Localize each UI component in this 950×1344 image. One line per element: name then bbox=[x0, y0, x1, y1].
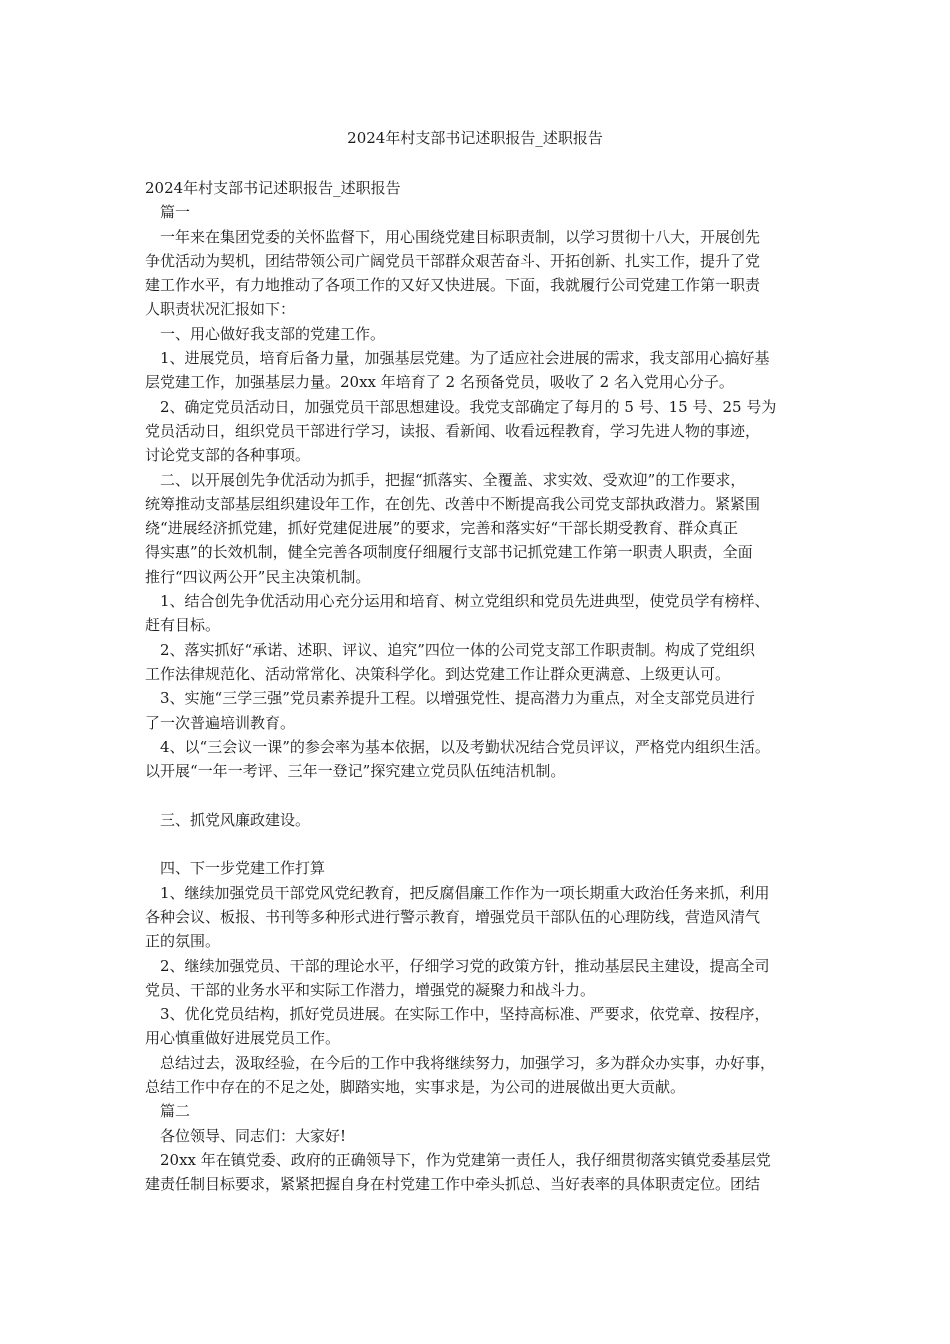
paragraph-line: 2、继续加强党员、干部的理论水平，仔细学习党的政策方针，推动基层民主建设，提高全司 bbox=[160, 956, 770, 975]
paragraph-line: 以开展“一年一考评、三年一登记”探究建立党员队伍纯洁机制。 bbox=[145, 762, 566, 781]
document-title: 2024年村支部书记述职报告_述职报告 bbox=[347, 129, 603, 147]
paragraph-line: 争优活动为契机，团结带领公司广阔党员干部群众艰苦奋斗、开拓创新、扎实工作，提升了党 bbox=[145, 251, 761, 270]
paragraph-line: 人职责状况汇报如下： bbox=[145, 300, 296, 319]
paragraph-line: 2、落实抓好“承诺、述职、评议、追究”四位一体的公司党支部工作职责制。构成了党组织 bbox=[160, 640, 755, 659]
paragraph-line: 正的氛围。 bbox=[145, 932, 221, 951]
blank-line bbox=[145, 832, 825, 856]
paragraph-line: 各种会议、板报、书刊等多种形式进行警示教育，增强党员干部队伍的心理防线，营造风清气 bbox=[145, 907, 761, 926]
document-body bbox=[145, 176, 825, 1196]
paragraph-line: 建工作水平，有力地推动了各项工作的又好又快进展。下面，我就履行公司党建工作第一职责 bbox=[145, 276, 761, 295]
section-heading: 四、下一步党建工作打算 bbox=[160, 859, 326, 878]
paragraph-line: 讨论党支部的各种事项。 bbox=[145, 446, 311, 465]
section-label: 篇二 bbox=[160, 1102, 191, 1121]
paragraph-line: 工作法律规范化、活动常常化、决策科学化。到达党建工作让群众更满意、上级更认可。 bbox=[145, 664, 731, 683]
body-heading: 2024年村支部书记述职报告_述职报告 bbox=[145, 179, 401, 197]
paragraph-line: 总结过去，汲取经验，在今后的工作中我将继续努力，加强学习，多为群众办实事，办好事， bbox=[160, 1053, 776, 1072]
paragraph-line: 1、结合创先争优活动用心充分运用和培育、树立党组织和党员先进典型，使党员学有榜样、 bbox=[160, 592, 770, 611]
paragraph-line: 统筹推动支部基层组织建设年工作，在创先、改善中不断提高我公司党支部执政潜力。紧紧围 bbox=[145, 494, 761, 513]
paragraph-line: 一年来在集团党委的关怀监督下，用心围绕党建目标职责制，以学习贯彻十八大，开展创先 bbox=[160, 227, 761, 246]
paragraph-line: 了一次普遍培训教育。 bbox=[145, 713, 296, 732]
paragraph-line: 绕“进展经济抓党建，抓好党建促进展”的要求，完善和落实好“干部长期受教育、群众真正 bbox=[145, 519, 739, 538]
greeting-line: 各位领导、同志们：大家好! bbox=[160, 1126, 347, 1145]
paragraph-line: 2、确定党员活动日，加强党员干部思想建设。我党支部确定了每月的 5 号、15 号、25 号为 bbox=[160, 397, 777, 416]
section-heading: 二、以开展创先争优活动为抓手，把握“抓落实、全覆盖、求实效、受欢迎”的工作要求， bbox=[160, 470, 746, 489]
paragraph-line: 赶有目标。 bbox=[145, 616, 221, 635]
paragraph-line: 1、进展党员，培育后备力量，加强基层党建。为了适应社会进展的需求，我支部用心搞好基 bbox=[160, 349, 770, 368]
paragraph-line: 4、以“三会议一课”的参会率为基本依据，以及考勤状况结合党员评议，严格党内组织生活。 bbox=[160, 737, 770, 756]
paragraph-line: 得实惠”的长效机制，健全完善各项制度仔细履行支部书记抓党建工作第一职责人职责，全面 bbox=[145, 543, 753, 562]
paragraph-line: 用心慎重做好进展党员工作。 bbox=[145, 1029, 341, 1048]
section-heading: 一、用心做好我支部的党建工作。 bbox=[160, 324, 386, 343]
section-heading: 三、抓党风廉政建设。 bbox=[160, 810, 311, 829]
paragraph-line: 党员、干部的业务水平和实际工作潜力，增强党的凝聚力和战斗力。 bbox=[145, 980, 596, 999]
paragraph-line: 1、继续加强党员干部党风党纪教育，把反腐倡廉工作作为一项长期重大政治任务来抓，利用 bbox=[160, 883, 770, 902]
paragraph-line: 20xx 年在镇党委、政府的正确领导下，作为党建第一责任人，我仔细贯彻落实镇党委基层党 bbox=[160, 1150, 771, 1169]
paragraph-line: 党员活动日，组织党员干部进行学习，读报、看新闻、收看远程教育，学习先进人物的事迹， bbox=[145, 421, 761, 440]
paragraph-line: 3、优化党员结构，抓好党员进展。在实际工作中，坚持高标准、严要求，依党章、按程序， bbox=[160, 1005, 770, 1024]
section-label: 篇一 bbox=[160, 203, 191, 222]
paragraph-line: 总结工作中存在的不足之处，脚踏实地，实事求是，为公司的进展做出更大贡献。 bbox=[145, 1077, 686, 1096]
paragraph-line: 推行“四议两公开”民主决策机制。 bbox=[145, 567, 371, 586]
paragraph-line: 3、实施“三学三强”党员素养提升工程。以增强党性、提高潜力为重点，对全支部党员进行 bbox=[160, 689, 755, 708]
paragraph-line: 建责任制目标要求，紧紧把握自身在村党建工作中牵头抓总、当好表率的具体职责定位。团结 bbox=[145, 1175, 761, 1194]
paragraph-line: 层党建工作，加强基层力量。20xx 年培育了 2 名预备党员，吸收了 2 名入党用心分子。 bbox=[145, 373, 734, 392]
blank-line bbox=[145, 783, 825, 807]
